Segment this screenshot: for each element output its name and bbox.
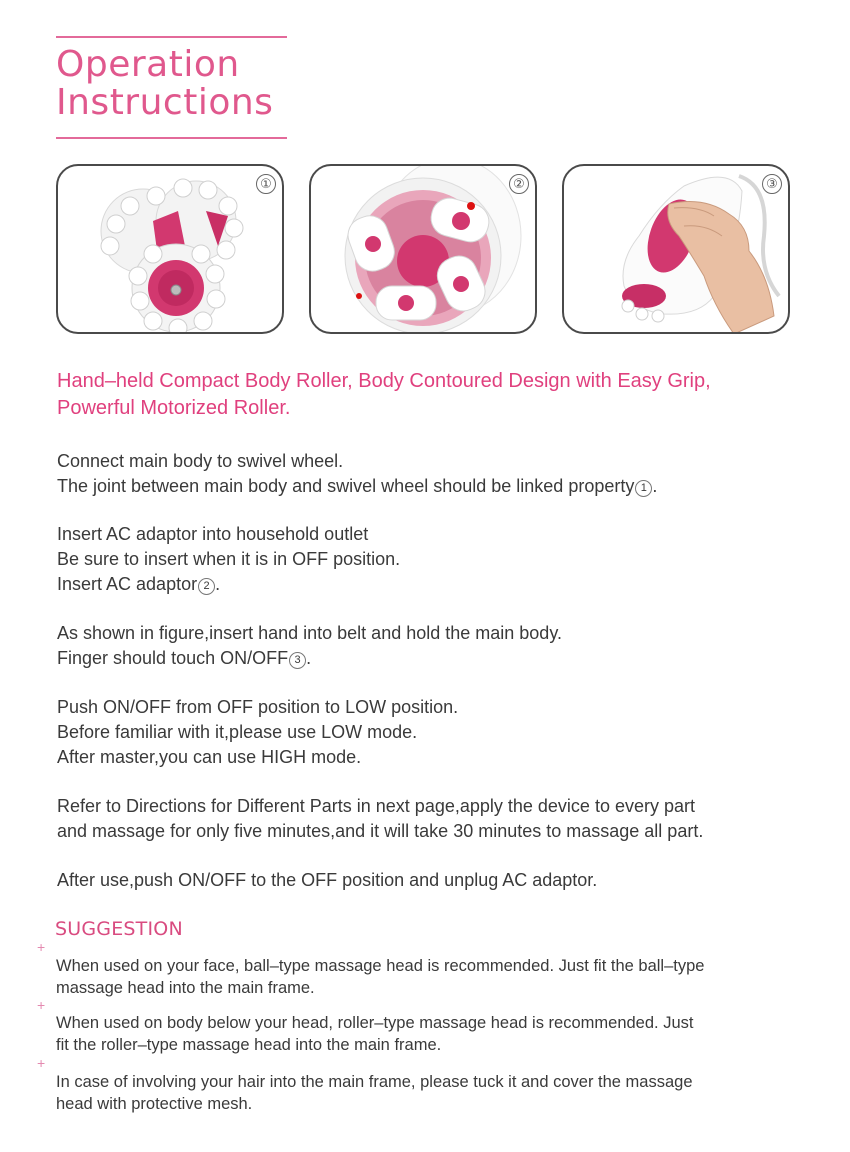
plus-icon: + [37, 939, 46, 955]
swivel-wheel-roller-image [58, 166, 284, 334]
step-4-line-1: Push ON/OFF from OFF position to LOW position. [57, 697, 459, 717]
step-2-line-1: Insert AC adaptor into household outlet [57, 524, 369, 544]
step-paragraph-3 [57, 621, 827, 671]
suggestion-2-line-1: When used on body below your head, roller–type massage head is recommended. Just [56, 1014, 694, 1032]
figure-panel-1 [56, 164, 284, 334]
figure-number-3: ③ [762, 174, 782, 194]
step-6-line-1: After use,push ON/OFF to the OFF position and unplug AC adaptor. [57, 870, 598, 890]
figure-ref-1: 1 [635, 480, 652, 497]
step-2-suffix: . [215, 574, 221, 594]
step-paragraph-5 [57, 794, 827, 844]
plus-icon: + [37, 997, 46, 1013]
suggestion-3-line-2: head with protective mesh. [56, 1095, 253, 1113]
suggestion-2-line-2: fit the roller–type massage head into the main frame. [56, 1036, 442, 1054]
suggestion-heading: SUGGESTION [55, 918, 183, 940]
figure-ref-2: 2 [198, 578, 215, 595]
step-5-line-1: Refer to Directions for Different Parts in next page,apply the device to every part [57, 796, 695, 816]
suggestion-item-2 [56, 1012, 816, 1056]
roller-head-inside-frame-image [311, 166, 537, 334]
figure-number-1: ① [256, 174, 276, 194]
headline-line-1: Hand–held Compact Body Roller, Body Contoured Design with Easy Grip, [57, 370, 711, 392]
plus-icon: + [37, 1055, 46, 1071]
figure-panel-2 [309, 164, 537, 334]
step-1-suffix: . [652, 476, 658, 496]
step-paragraph-6 [57, 868, 827, 893]
title-line-2: Instructions [56, 82, 274, 123]
headline-line-2: Powerful Motorized Roller. [57, 397, 291, 419]
suggestion-3-line-1: In case of involving your hair into the main frame, please tuck it and cover the massage [56, 1073, 693, 1091]
title-bottom-rule [56, 137, 287, 139]
step-3-line-2-text: Finger should touch ON/OFF [57, 648, 289, 668]
step-paragraph-2 [57, 522, 827, 597]
step-4-line-2: Before familiar with it,please use LOW mode. [57, 722, 418, 742]
suggestion-item-1 [56, 955, 816, 999]
figure-panel-3 [562, 164, 790, 334]
step-paragraph-1 [57, 449, 827, 499]
page-title [56, 46, 273, 122]
suggestion-1-line-2: massage head into the main frame. [56, 979, 315, 997]
step-4-line-3: After master,you can use HIGH mode. [57, 747, 362, 767]
step-2-line-3-text: Insert AC adaptor [57, 574, 198, 594]
step-1-line-1: Connect main body to swivel wheel. [57, 451, 344, 471]
title-line-1: Operation [56, 44, 240, 85]
step-5-line-2: and massage for only five minutes,and it will take 30 minutes to massage all part. [57, 821, 704, 841]
step-2-line-2: Be sure to insert when it is in OFF position. [57, 549, 401, 569]
step-paragraph-4 [57, 695, 827, 770]
step-2-line-3 [57, 572, 827, 597]
title-top-rule [56, 36, 287, 38]
step-3-line-1: As shown in figure,insert hand into belt and hold the main body. [57, 623, 562, 643]
step-3-line-2 [57, 646, 827, 671]
product-headline [57, 368, 837, 422]
figure-number-2: ② [509, 174, 529, 194]
step-1-line-2 [57, 474, 827, 499]
step-1-line-2-text: The joint between main body and swivel wheel should be linked property [57, 476, 635, 496]
step-3-suffix: . [306, 648, 312, 668]
suggestion-item-3 [56, 1071, 816, 1115]
figure-ref-3: 3 [289, 652, 306, 669]
suggestion-1-line-1: When used on your face, ball–type massage head is recommended. Just fit the ball–type [56, 957, 705, 975]
hand-holding-device-image [564, 166, 790, 334]
